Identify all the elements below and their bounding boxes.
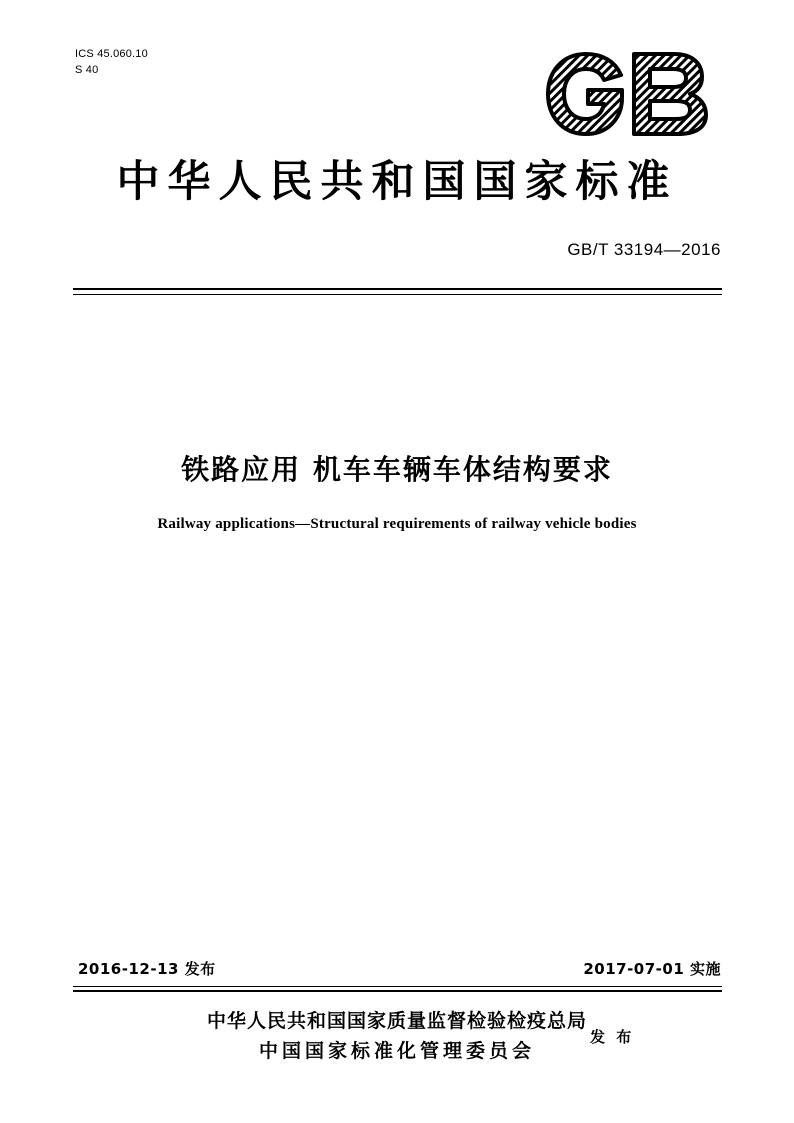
header-rule-thin bbox=[73, 294, 722, 295]
footer-rule-thin bbox=[73, 986, 722, 987]
header-rule-thick bbox=[73, 288, 722, 290]
classification-code: S 40 bbox=[75, 64, 99, 76]
publisher-line-1: 中华人民共和国国家质量监督检验检疫总局 bbox=[206, 1010, 587, 1032]
footer-rule-thick bbox=[73, 990, 722, 992]
document-title-chinese: 铁路应用 机车车辆车体结构要求 bbox=[181, 453, 613, 486]
publish-label: 发 布 bbox=[590, 1028, 635, 1046]
implementation-date: 2017-07-01 实施 bbox=[583, 960, 721, 978]
document-title-english: Railway applications—Structural requirements of railway vehicle bodies bbox=[157, 516, 637, 532]
publisher-line-2: 中国国家标准化管理委员会 bbox=[258, 1040, 535, 1062]
standard-number: GB/T 33194—2016 bbox=[567, 240, 721, 259]
issue-date: 2016-12-13 发布 bbox=[78, 960, 216, 978]
gb-logo-icon bbox=[542, 48, 722, 140]
ics-code: ICS 45.060.10 bbox=[75, 48, 148, 60]
ics-block bbox=[75, 46, 148, 78]
publisher-block bbox=[0, 1006, 794, 1066]
national-standard-title: 中华人民共和国国家标准 bbox=[116, 157, 678, 207]
